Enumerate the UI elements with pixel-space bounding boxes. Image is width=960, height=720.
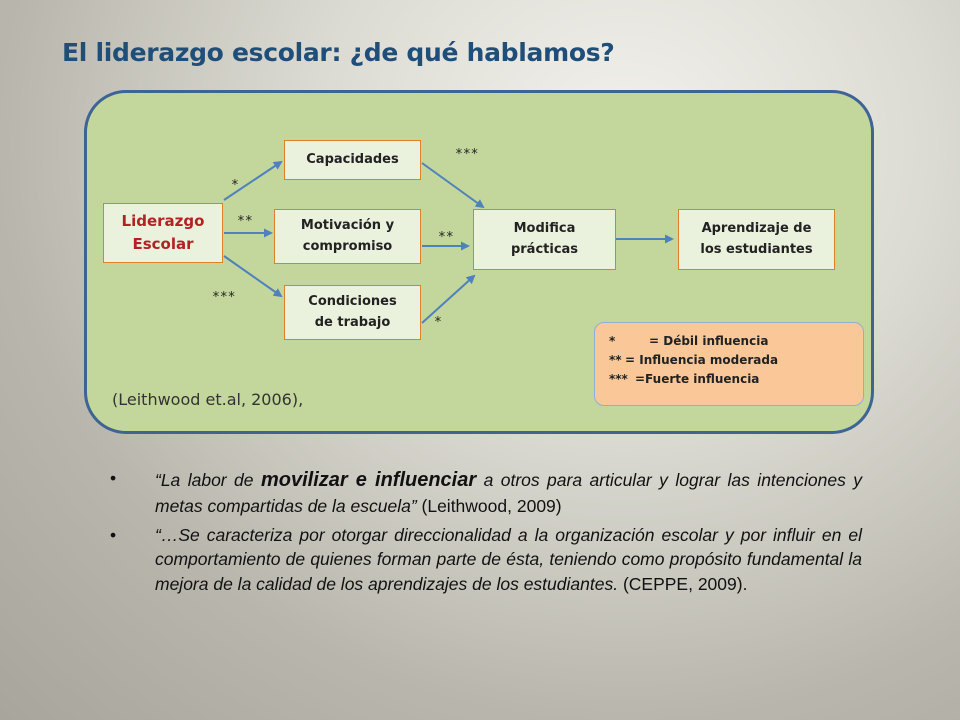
- legend-symbol: *: [609, 334, 616, 348]
- bullet-dot: •: [110, 524, 117, 545]
- bullet-item-2: [110, 523, 862, 597]
- node-aprendizaje: [678, 209, 835, 270]
- diagram-citation: (Leithwood et.al, 2006),: [112, 390, 304, 409]
- arrow-condiciones-practicas: [422, 276, 474, 323]
- legend-symbol: **: [609, 353, 622, 367]
- node-condiciones: [284, 285, 421, 340]
- legend-row-moderate: [609, 353, 863, 372]
- legend-text: = Débil influencia: [649, 334, 769, 348]
- node-motivacion: [274, 209, 421, 264]
- bullet-list: [110, 466, 862, 600]
- bullet-1-text-a: “La labor de: [155, 470, 261, 490]
- node-aprendizaje-label: Aprendizaje de los estudiantes: [700, 221, 813, 257]
- bullet-1-text-b: a otros para articular y lograr las intenciones y metas compartidas de la escuela”: [155, 470, 863, 516]
- edge-label-leader-condiciones: ***: [212, 290, 236, 305]
- edge-label-leader-motivacion: **: [237, 214, 253, 229]
- page-title: El liderazgo escolar: ¿de qué hablamos?: [62, 38, 615, 67]
- edge-label-condiciones-practicas: *: [434, 315, 442, 330]
- bullet-dot: •: [110, 468, 117, 488]
- edge-label-capacidades-practicas: ***: [455, 147, 479, 162]
- legend-text: = Influencia moderada: [625, 353, 779, 367]
- node-capacidades-label: Capacidades: [306, 151, 399, 167]
- node-motivacion-label: Motivación y compromiso: [300, 218, 395, 254]
- node-modifica-practicas-label: Modifica prácticas: [510, 221, 579, 257]
- legend-row-strong: [609, 372, 863, 391]
- node-modifica-practicas: [473, 209, 616, 270]
- legend-row-weak: [609, 334, 863, 353]
- bullet-1-emphasis: movilizar e influenciar: [260, 469, 477, 491]
- node-liderazgo-escolar: [103, 203, 223, 263]
- node-condiciones-label: Condiciones de trabajo: [308, 294, 397, 330]
- edge-label-leader-capacidades: *: [231, 178, 239, 193]
- bullet-2-quote: “…Se caracteriza por otorgar direccionalidad a la organización escolar y por influir en el comportamiento de quienes forman parte de ésta, teniendo como propósito fundamental la mejora de la calidad de los aprendizajes de los estudiantes.: [155, 524, 862, 594]
- bullet-item-1: [110, 466, 862, 519]
- bullet-2-ref: (CEPPE, 2009).: [618, 573, 748, 594]
- legend-text: =Fuerte influencia: [635, 372, 760, 386]
- arrow-capacidades-practicas: [422, 163, 483, 207]
- legend-box: [594, 322, 864, 406]
- bullet-1-ref: (Leithwood, 2009): [416, 496, 562, 516]
- legend-symbol: ***: [609, 372, 628, 386]
- edge-label-motivacion-practicas: **: [438, 230, 454, 245]
- node-liderazgo-escolar-label: Liderazgo Escolar: [121, 211, 205, 253]
- node-capacidades: [284, 140, 421, 180]
